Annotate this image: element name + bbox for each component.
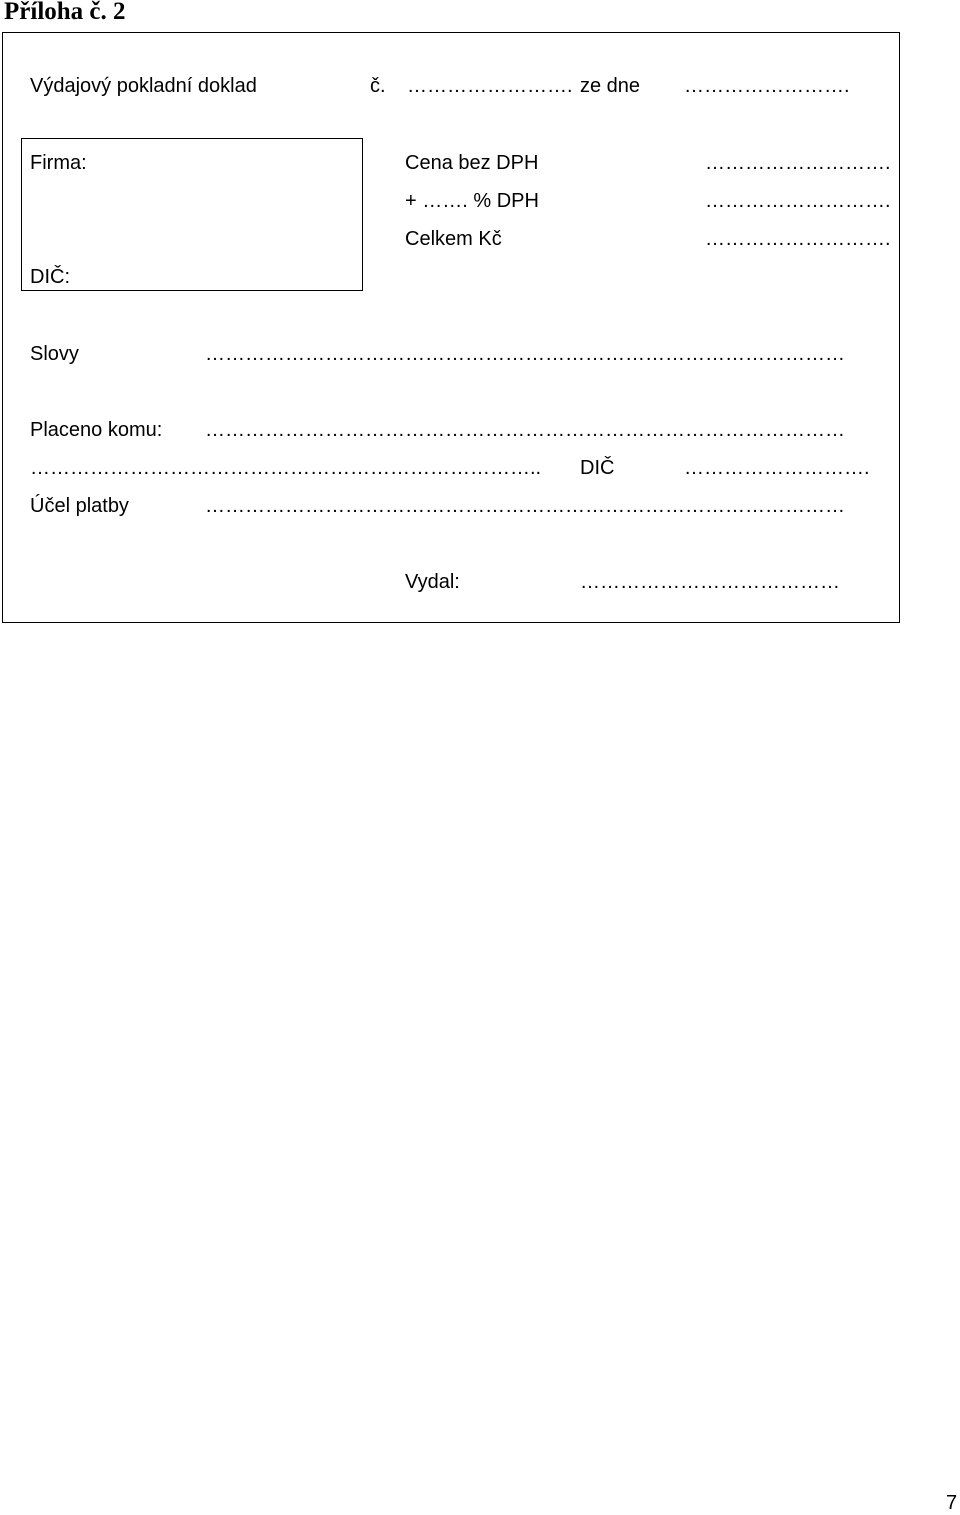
vat-field[interactable]: ………………………. bbox=[705, 190, 891, 212]
page-number: 7 bbox=[946, 1492, 958, 1514]
payee-second-line-field[interactable]: ………………………………………………………………….. bbox=[30, 457, 542, 479]
receipt-date-label: ze dne bbox=[580, 75, 641, 97]
payee-field[interactable]: …………………………………………………………………………………… bbox=[205, 419, 845, 441]
payment-purpose-field[interactable]: …………………………………………………………………………………… bbox=[205, 495, 845, 517]
receipt-number-field[interactable]: ……………………. bbox=[407, 75, 573, 97]
issued-by-label: Vydal: bbox=[405, 571, 460, 593]
issued-by-field[interactable]: ………………………………… bbox=[580, 571, 840, 593]
page-heading: Příloha č. 2 bbox=[4, 0, 126, 25]
price-without-vat-field[interactable]: ………………………. bbox=[705, 152, 891, 174]
receipt-number-label: č. bbox=[370, 75, 386, 97]
payee-dic-field[interactable]: ………………………. bbox=[684, 457, 870, 479]
receipt-date-field[interactable]: ……………………. bbox=[684, 75, 850, 97]
price-without-vat-label: Cena bez DPH bbox=[405, 152, 539, 174]
payee-label: Placeno komu: bbox=[30, 419, 163, 441]
total-label: Celkem Kč bbox=[405, 228, 502, 250]
amount-in-words-label: Slovy bbox=[30, 343, 79, 365]
total-field[interactable]: ………………………. bbox=[705, 228, 891, 250]
payee-dic-label: DIČ bbox=[580, 457, 615, 479]
amount-in-words-field[interactable]: …………………………………………………………………………………… bbox=[205, 343, 845, 365]
receipt-title: Výdajový pokladní doklad bbox=[30, 75, 257, 97]
company-name-label: Firma: bbox=[30, 152, 87, 174]
vat-label: + ……. % DPH bbox=[405, 190, 539, 212]
payment-purpose-label: Účel platby bbox=[30, 495, 129, 517]
cash-receipt-form bbox=[2, 32, 900, 623]
company-dic-label: DIČ: bbox=[30, 266, 70, 288]
